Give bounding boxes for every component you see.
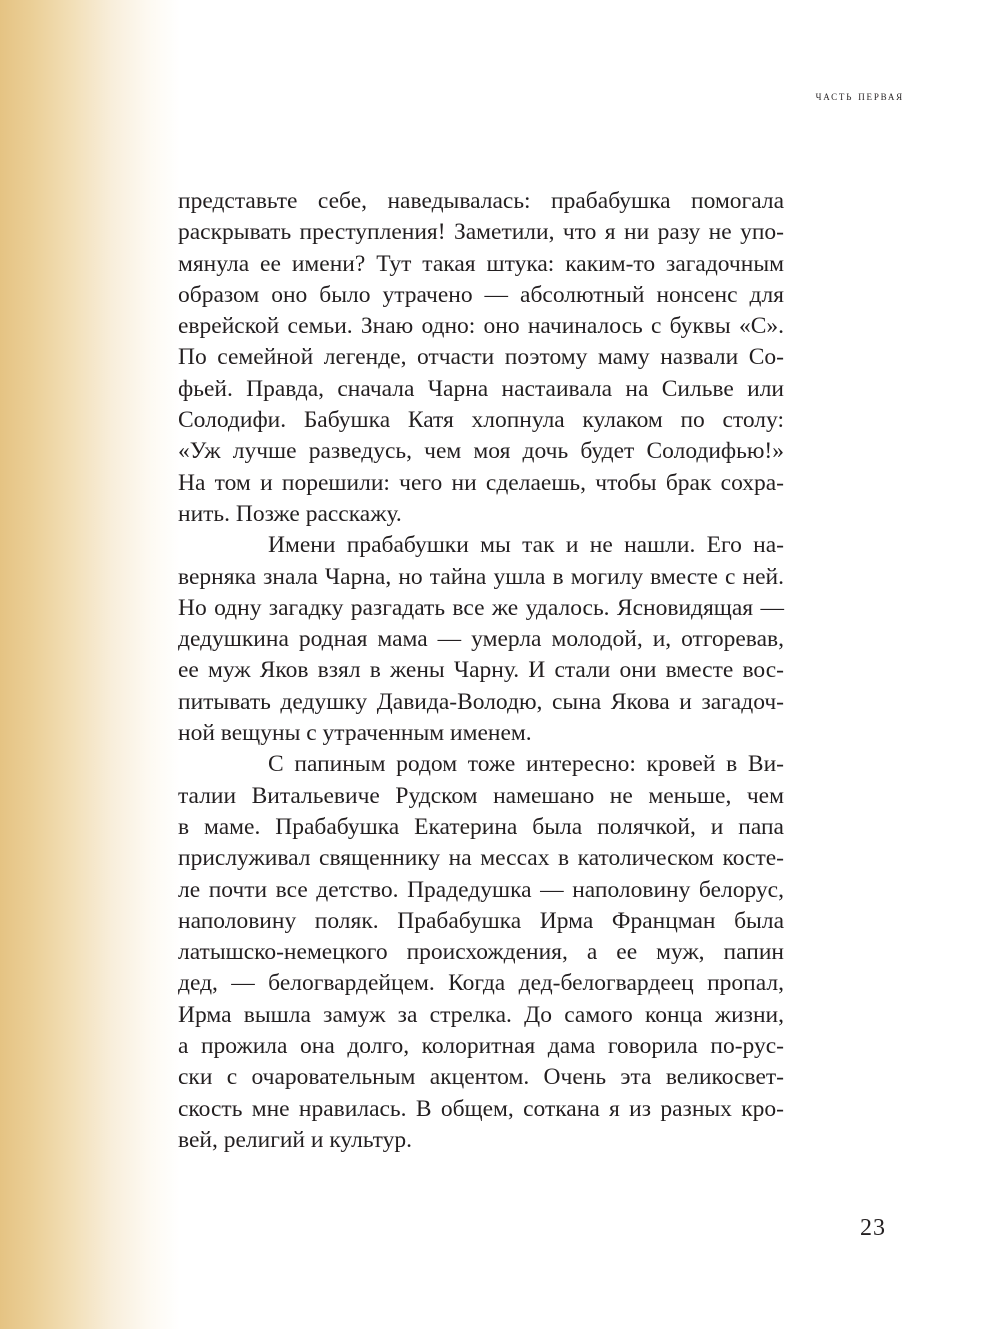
text-line: образом оно было утрачено — абсолютный нонсенс для: [178, 281, 784, 308]
paragraph-1: [178, 186, 784, 530]
text-line: латышско-немецкого происхождения, а ее муж, папин: [178, 939, 784, 966]
text-line: скость мне нравилась. В общем, соткана я из разных кро-: [178, 1095, 784, 1122]
text-line: наполовину поляк. Прабабушка Ирма Францман была: [178, 907, 784, 934]
text-line: На том и порешили: чего ни сделаешь, чтобы брак сохра-: [178, 469, 784, 496]
text-line: нить. Позже расскажу.: [178, 500, 402, 527]
text-line: верняка знала Чарна, но тайна ушла в могилу вместе с ней.: [178, 563, 784, 590]
text-line: фьей. Правда, сначала Чарна настаивала на Сильве или: [178, 375, 784, 402]
text-line: талии Витальевиче Рудском намешано не меньше, чем: [178, 782, 784, 809]
body-text: [178, 186, 784, 1156]
text-line: Солодифи. Бабушка Катя хлопнула кулаком по столу:: [178, 407, 784, 434]
text-line: прислуживал священнику на мессах в католическом косте-: [178, 845, 784, 872]
text-line: а прожила она долго, колоритная дама говорила по-рус-: [178, 1033, 784, 1060]
page-edge-gradient: [0, 0, 180, 1329]
paragraph-2: [178, 530, 784, 749]
text-line: ной вещуны с утраченным именем.: [178, 720, 532, 747]
text-line: ле почти все детство. Прадедушка — наполовину белорус,: [178, 876, 784, 903]
text-line: По семейной легенде, отчасти поэтому маму назвали Со-: [178, 344, 784, 371]
text-line: ее муж Яков взял в жены Чарну. И стали они вместе вос-: [178, 657, 784, 684]
text-line: Имени прабабушки мы так и не нашли. Его на-: [268, 532, 784, 559]
text-line: ски с очаровательным акцентом. Очень эта великосвет-: [178, 1064, 784, 1091]
text-line: дедушкина родная мама — умерла молодой, и, отгоревав,: [178, 626, 784, 653]
text-line: Ирма вышла замуж за стрелка. До самого конца жизни,: [178, 1001, 784, 1028]
text-line: мянула ее имени? Тут такая штука: каким-то загадочным: [178, 250, 784, 277]
text-line: Но одну загадку разгадать все же удалось. Ясновидящая —: [178, 594, 784, 621]
paragraph-3: [178, 749, 784, 1156]
text-line: раскрывать преступления! Заметили, что я ни разу не упо-: [178, 219, 784, 246]
text-line: дед, — белогвардейцем. Когда дед-белогвардеец пропал,: [178, 970, 784, 997]
text-line: С папиным родом тоже интересно: кровей в Ви-: [268, 751, 784, 778]
text-line: в маме. Прабабушка Екатерина была полячкой, и папа: [178, 813, 784, 840]
text-line: еврейской семьи. Знаю одно: оно начиналось с буквы «С».: [178, 313, 784, 340]
text-line: «Уж лучше разведусь, чем моя дочь будет Солодифью!»: [178, 438, 784, 465]
text-line: вей, религий и культур.: [178, 1126, 413, 1153]
running-header: часть первая: [815, 88, 904, 103]
text-line: представьте себе, наведывалась: прабабушка помогала: [178, 188, 784, 214]
page-number: 23: [860, 1215, 886, 1241]
text-line: питывать дедушку Давида-Володю, сына Якова и загадоч-: [178, 688, 784, 715]
